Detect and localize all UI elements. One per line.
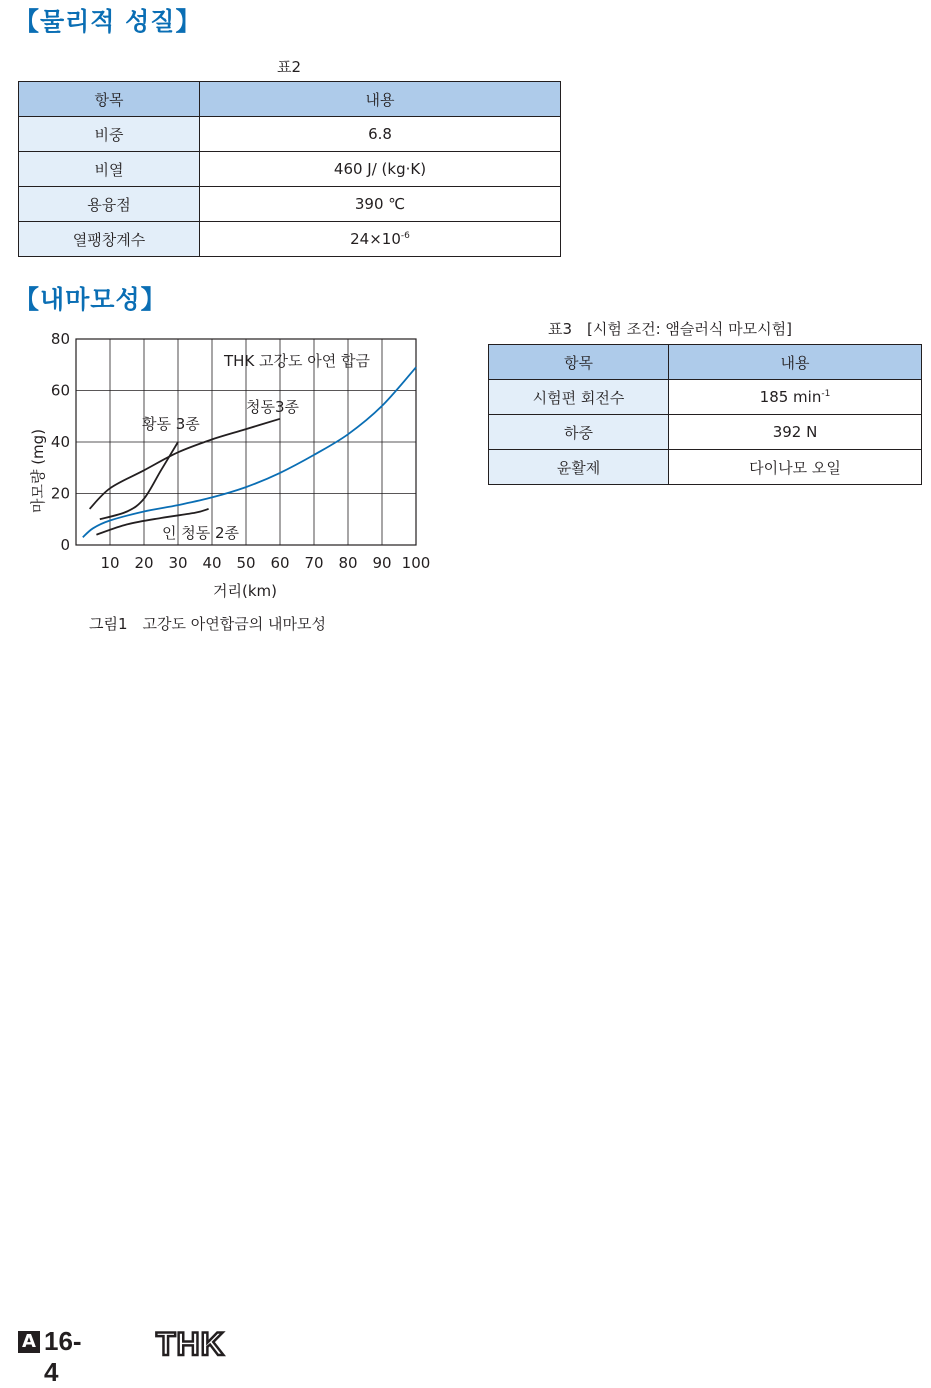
y-axis-label: 마모량 (mg)	[29, 428, 47, 514]
x-tick-label: 100	[401, 554, 431, 572]
chart-series	[83, 367, 416, 537]
figure1-caption: 그림1 고강도 아연합금의 내마모성	[89, 615, 326, 633]
table-row	[19, 222, 561, 257]
x-tick-label: 60	[270, 554, 290, 572]
row-label: 윤활제	[489, 450, 669, 485]
physical-properties-table	[18, 81, 561, 257]
value-exponent: -1	[821, 389, 831, 399]
x-tick-label: 40	[202, 554, 222, 572]
x-tick-label: 90	[372, 554, 392, 572]
row-value: 6.8	[200, 117, 561, 152]
x-tick-label: 80	[338, 554, 358, 572]
row-value	[669, 380, 922, 415]
row-label: 용융점	[19, 187, 200, 222]
x-tick-label: 20	[134, 554, 154, 572]
table-row	[19, 152, 561, 187]
row-label: 비열	[19, 152, 200, 187]
header-item: 항목	[19, 82, 200, 117]
table-row	[489, 450, 922, 485]
row-value	[200, 222, 561, 257]
row-label: 비중	[19, 117, 200, 152]
value-base: 24×10	[350, 230, 401, 248]
header-item: 항목	[489, 345, 669, 380]
table-row	[19, 117, 561, 152]
y-tick-labels	[51, 330, 70, 554]
header-content: 내용	[200, 82, 561, 117]
x-tick-label: 50	[236, 554, 256, 572]
row-value: 390 ℃	[200, 187, 561, 222]
value-base: 185 min	[759, 388, 822, 406]
table-row	[489, 380, 922, 415]
row-value: 460 J/ (kg·K)	[200, 152, 561, 187]
header-content: 내용	[669, 345, 922, 380]
series-label-thk-zinc-alloy: THK 고강도 아연 합금	[224, 352, 371, 370]
row-label: 열팽창계수	[19, 222, 200, 257]
x-tick-label: 70	[304, 554, 324, 572]
row-label: 하중	[489, 415, 669, 450]
section-title-wear-resistance: 【내마모성】	[14, 285, 167, 314]
y-tick-label: 40	[50, 433, 70, 451]
table-header-row	[489, 345, 922, 380]
page-number: 16-4	[44, 1326, 82, 1387]
table2-caption: 표2	[277, 58, 302, 76]
series-label-phosphor-bronze-2: 인 청동 2종	[162, 524, 240, 542]
y-tick-label: 60	[50, 381, 70, 400]
value-exponent: -6	[400, 231, 410, 241]
x-tick-label: 10	[100, 554, 120, 572]
section-letter-badge: A	[18, 1331, 40, 1353]
series-label-brass-3: 황동 3종	[142, 415, 200, 433]
row-label: 시험편 회전수	[489, 380, 669, 415]
section-title-physical-properties: 【물리적 성질】	[14, 7, 202, 36]
y-tick-label: 20	[50, 484, 70, 503]
row-value: 다이나모 오일	[669, 450, 922, 485]
series-label-bronze-3: 청동3종	[246, 398, 300, 416]
row-value: 392 N	[669, 415, 922, 450]
y-tick-label: 0	[60, 536, 70, 554]
table-header-row	[19, 82, 561, 117]
thk-logo: THK	[156, 1326, 225, 1362]
table3-caption: 표3 [시험 조건: 앰슬러식 마모시험]	[548, 320, 792, 338]
series-line-0	[83, 367, 416, 537]
wear-resistance-chart	[20, 325, 450, 610]
x-axis-label: 거리(km)	[213, 582, 277, 600]
x-tick-label: 30	[168, 554, 188, 572]
table-row	[489, 415, 922, 450]
test-conditions-table	[488, 344, 922, 485]
x-tick-labels	[100, 554, 430, 572]
y-tick-label: 80	[50, 330, 70, 348]
table-row	[19, 187, 561, 222]
